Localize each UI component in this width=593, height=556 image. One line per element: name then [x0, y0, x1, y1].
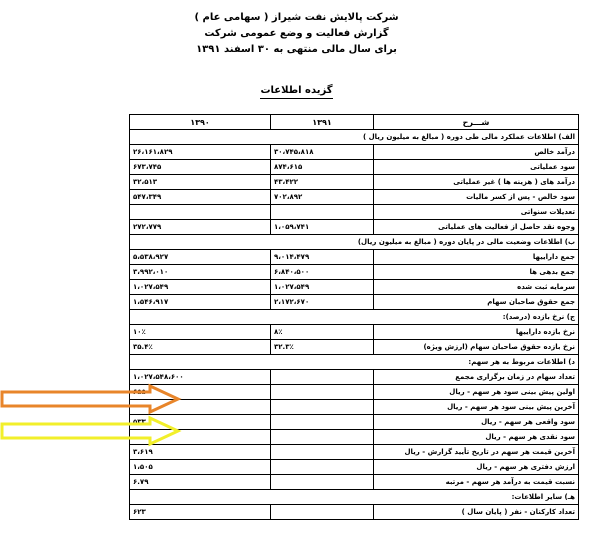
value-1391: ۴۳،۴۲۲ [271, 175, 374, 190]
value-1390: ۲۷۲،۷۷۹ [130, 220, 271, 235]
value-1391: ۳۰،۷۴۵،۸۱۸ [271, 145, 374, 160]
row-label: اولین پیش بینی سود هر سهم - ریال [374, 385, 579, 400]
value-1390: ۵۴۷،۳۴۹ [130, 190, 271, 205]
section-label: د) اطلاعات مربوط به هر سهم: [130, 355, 579, 370]
row-label: جمع داراییها [374, 250, 579, 265]
row-label: تعداد کارکنان - نفر ( پایان سال ) [374, 505, 579, 520]
section-title: گزیده اطلاعات [260, 85, 332, 99]
row-label: نرخ بازده حقوق صاحبان سهام (ارزش ویژه) [374, 340, 579, 355]
value-1391: ۲،۱۷۲،۶۷۰ [271, 295, 374, 310]
value-1390: ۱،۰۲۷،۵۴۸،۶۰۰ [130, 370, 271, 385]
row-label: سرمایه ثبت شده [374, 280, 579, 295]
report-title: گزارش فعالیت و وضع عمومی شرکت [204, 28, 389, 39]
value-1391: ۶،۸۴۰،۵۰۰ [271, 265, 374, 280]
row-label: سود نقدی هر سهم - ریال [374, 430, 579, 445]
row-label: سود عملیاتی [374, 160, 579, 175]
section-label: الف) اطلاعات عملکرد مالی طی دوره ( مبالغ به میلیون ریال ) [130, 130, 579, 145]
row-label: آخرین قیمت هر سهم در تاریخ تأیید گزارش - ریال [374, 445, 579, 460]
row-label: درآمد های ( هزینه ها ) غیر عملیاتی [374, 175, 579, 190]
value-1390: ۳۲،۵۱۳ [130, 175, 271, 190]
value-1390: ۵،۵۳۸،۹۲۷ [130, 250, 271, 265]
row-label: درآمد خالص [374, 145, 579, 160]
col-header-1390: ۱۳۹۰ [130, 115, 271, 130]
yellow-arrow-icon [2, 418, 178, 444]
value-1390: ۵۳۳ [130, 415, 271, 430]
value-1391: ۷۰۲،۸۹۲ [271, 190, 374, 205]
col-header-description: شـــرح [374, 115, 579, 130]
row-label: تعداد سهام در زمان برگزاری مجمع [374, 370, 579, 385]
row-label: جمع حقوق صاحبان سهام [374, 295, 579, 310]
value-1390: ۱،۵۰۵ [130, 460, 271, 475]
report-period: برای سال مالی منتهی به ۳۰ اسفند ۱۳۹۱ [196, 44, 397, 55]
value-1390: ۳،۹۹۲،۰۱۰ [130, 265, 271, 280]
value-1391: ۱،۰۲۷،۵۴۹ [271, 280, 374, 295]
value-1391: ۸۷۴،۶۱۵ [271, 160, 374, 175]
row-label: تعدیلات سنواتی [374, 205, 579, 220]
value-1390: ۶۵۵ [130, 385, 271, 400]
row-label: نرخ بازده داراییها [374, 325, 579, 340]
value-1391: ۳۲.۳٪ [271, 340, 374, 355]
row-label: ارزش دفتری هر سهم - ریال [374, 460, 579, 475]
value-1390: ۲۶،۱۶۱،۸۲۹ [130, 145, 271, 160]
value-1390: ۱،۰۲۷،۵۴۹ [130, 280, 271, 295]
value-1391: ۹،۰۱۴،۴۷۹ [271, 250, 374, 265]
company-name: شرکت پالایش نفت شیراز ( سهامی عام ) [194, 12, 399, 23]
row-label: سود خالص - پس از کسر مالیات [374, 190, 579, 205]
orange-arrow-icon [2, 386, 178, 412]
row-label: نسبت قیمت به درآمد هر سهم - مرتبه [374, 475, 579, 490]
section-label: ب) اطلاعات وضعیت مالی در پایان دوره ( مبالغ به میلیون ریال) [130, 235, 579, 250]
section-label: ج) نرخ بازده (درصد): [130, 310, 579, 325]
row-label: جمع بدهی ها [374, 265, 579, 280]
value-1391: ۱،۰۵۹،۷۴۱ [271, 220, 374, 235]
value-1391: ۸٪ [271, 325, 374, 340]
section-label: هـ) سایر اطلاعات: [130, 490, 579, 505]
row-label: آخرین پیش بینی سود هر سهم - ریال [374, 400, 579, 415]
value-1390: ۱۰٪ [130, 325, 271, 340]
row-label: سود واقعی هر سهم - ریال [374, 415, 579, 430]
value-1390: ۶۷۳،۷۴۵ [130, 160, 271, 175]
value-1390: ۳۵.۴٪ [130, 340, 271, 355]
value-1390: ۳،۶۱۹ [130, 445, 271, 460]
value-1390: ۶۲۳ [130, 505, 271, 520]
value-1390: ۱،۵۴۶،۹۱۷ [130, 295, 271, 310]
col-header-1391: ۱۳۹۱ [271, 115, 374, 130]
row-label: وجوه نقد حاصل از فعالیت های عملیاتی [374, 220, 579, 235]
value-1390: ۶.۷۹ [130, 475, 271, 490]
